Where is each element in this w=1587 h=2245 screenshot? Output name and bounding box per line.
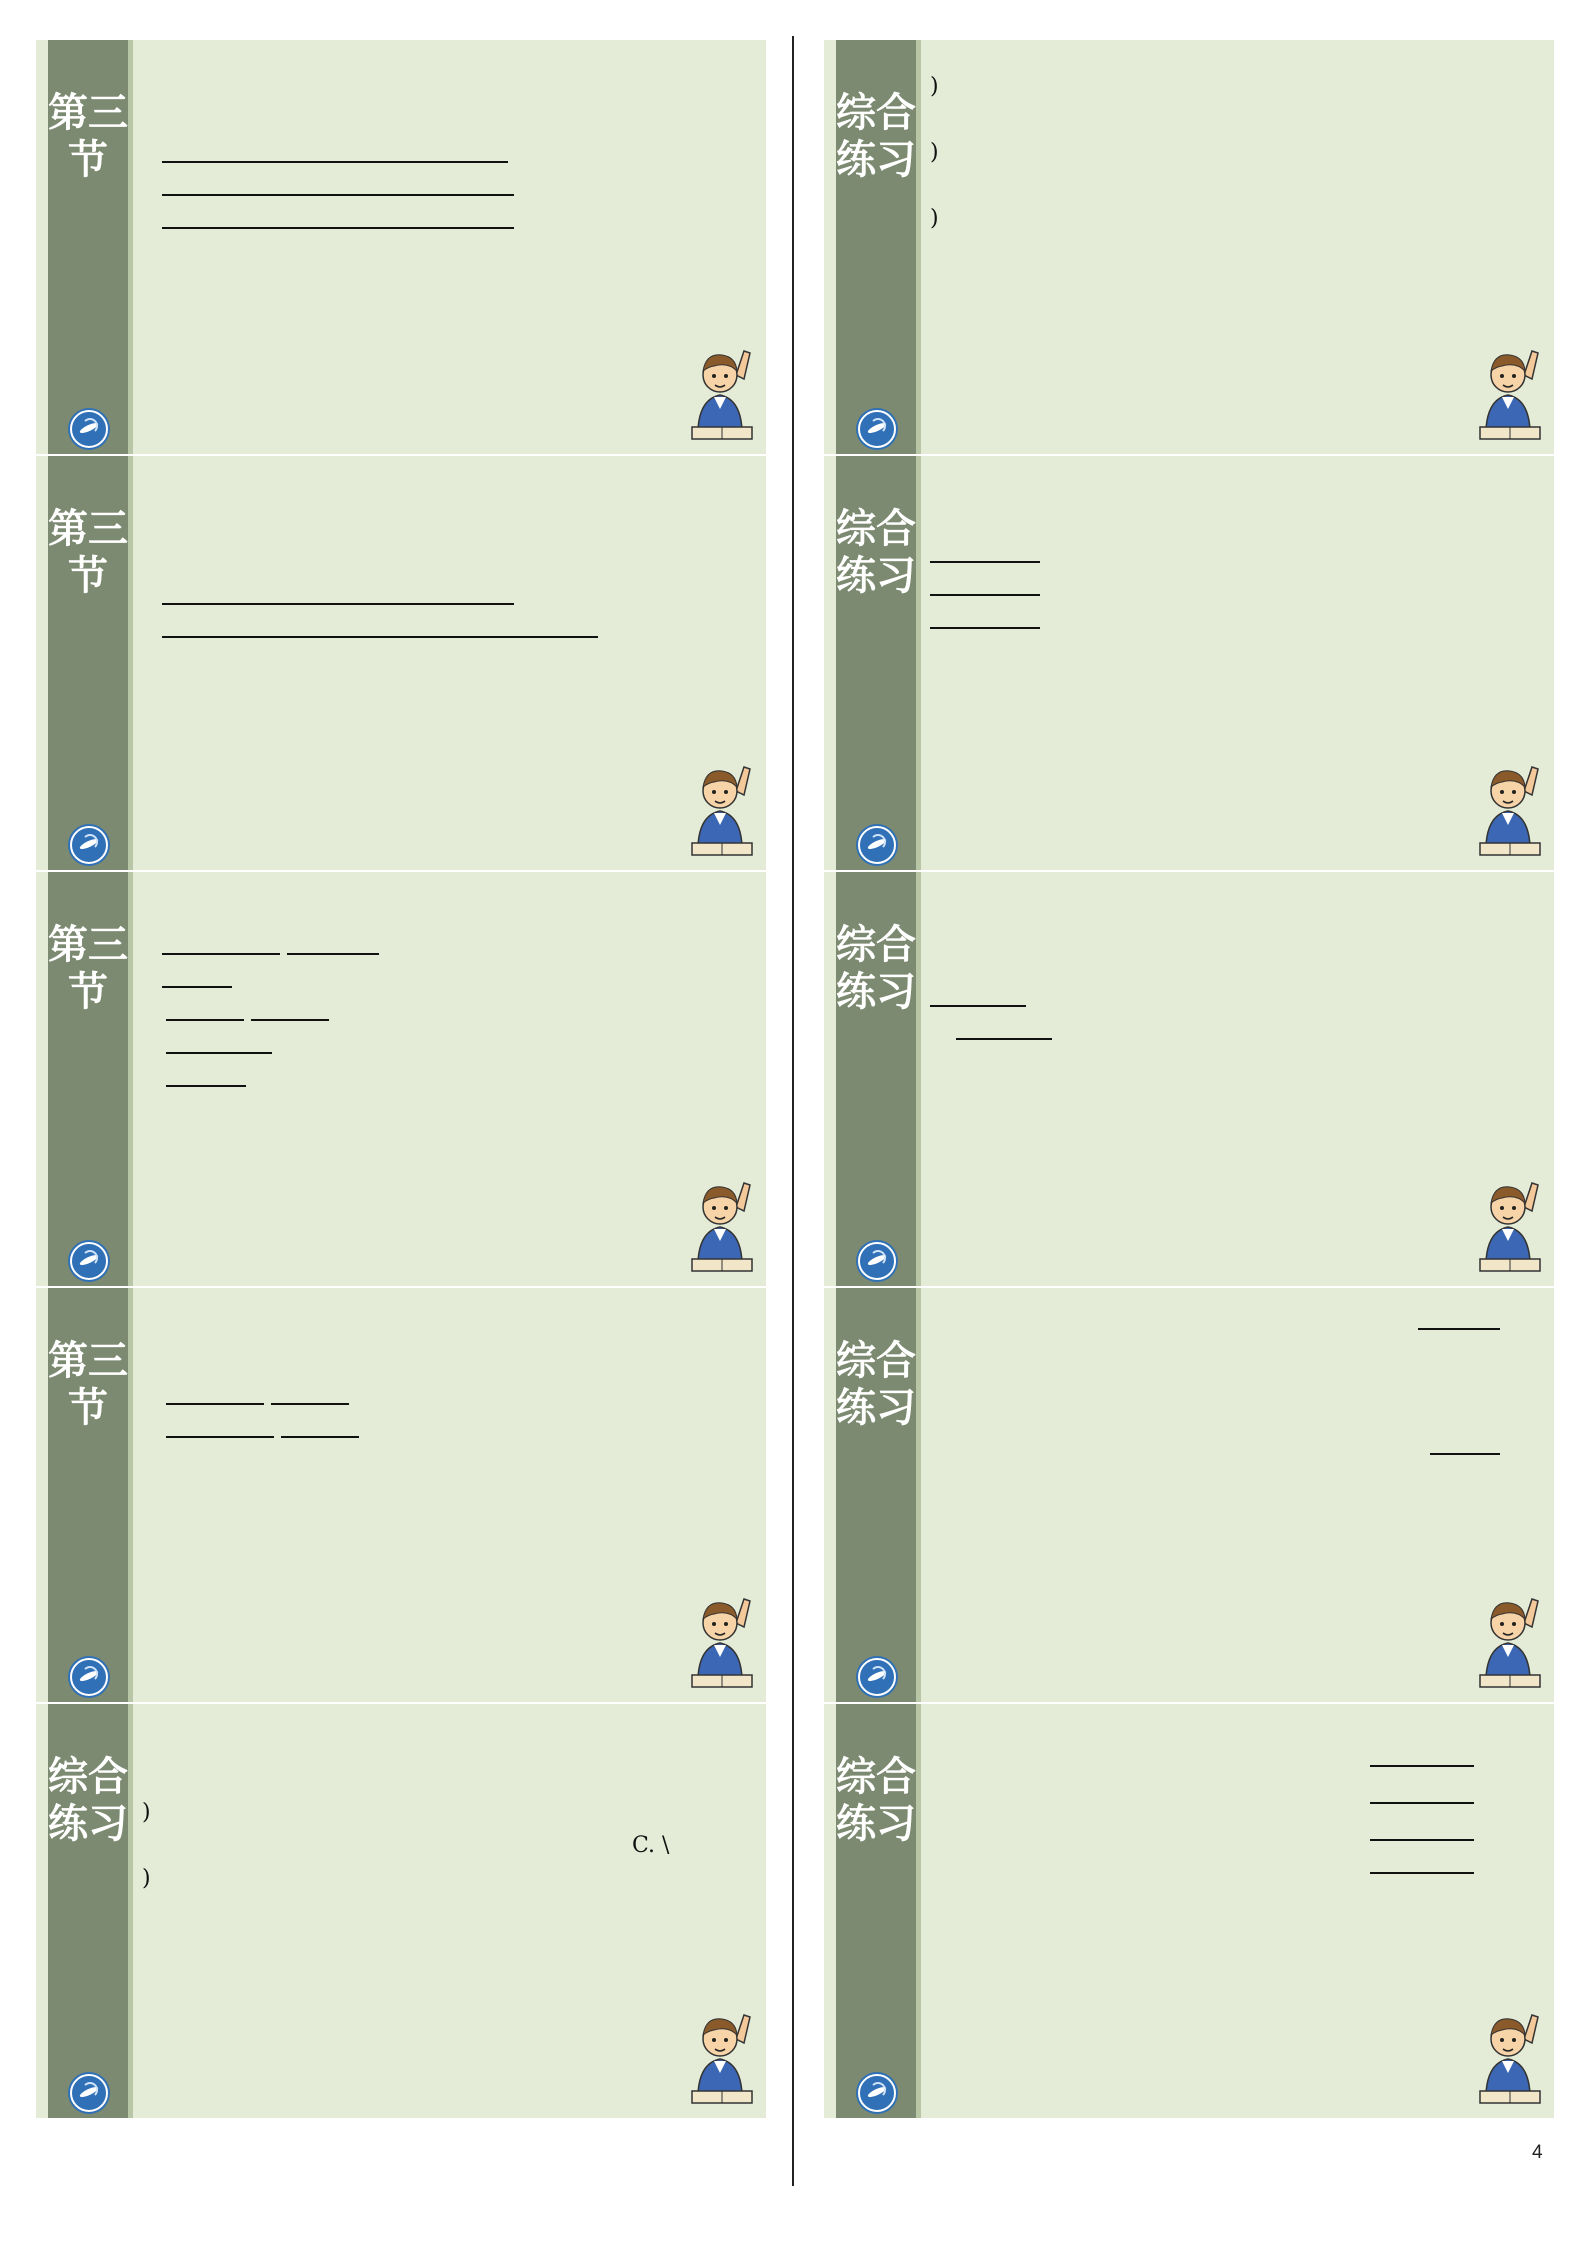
answer (956, 1038, 1052, 1040)
answer (930, 1005, 1026, 1007)
side-bar-accent (916, 1288, 921, 1702)
question: ) (930, 206, 939, 231)
student-raising-hand-icon (690, 1177, 754, 1277)
slide-content (142, 924, 758, 1097)
answer (1418, 1328, 1488, 1330)
answer (1370, 1839, 1474, 1841)
answer-line (930, 1851, 1546, 1884)
slide-1 (36, 40, 766, 454)
slide-3 (36, 456, 766, 870)
student-raising-hand-icon (690, 1593, 754, 1693)
student-raising-hand-icon (1478, 2009, 1542, 2109)
answer-line (142, 582, 758, 615)
school-logo-icon (70, 1658, 108, 1696)
slide-5 (36, 872, 766, 1286)
answer (281, 1436, 359, 1438)
answer (162, 636, 598, 638)
sentence (142, 965, 758, 998)
answer (166, 1052, 272, 1054)
options (142, 1895, 758, 1928)
answer (1370, 1765, 1474, 1767)
side-bar-accent (916, 1704, 921, 2118)
answer-line (142, 615, 758, 648)
question-text (930, 1017, 1546, 1050)
answer (162, 953, 280, 955)
question: ) (142, 1866, 151, 1891)
school-logo-icon (70, 826, 108, 864)
student-raising-hand-icon (1478, 1177, 1542, 1277)
answer (166, 1436, 274, 1438)
student-raising-hand-icon (1478, 1593, 1542, 1693)
answer (1370, 1802, 1474, 1804)
side-title: 综合练习 (836, 506, 916, 599)
slide-9 (36, 1704, 766, 2118)
slide-content (930, 70, 1546, 268)
slide-4 (824, 456, 1554, 870)
answer-line (930, 1744, 1546, 1777)
side-title: 综合练习 (836, 922, 916, 1015)
heading (142, 1746, 758, 1796)
heading (142, 84, 758, 130)
school-logo-icon (858, 1658, 896, 1696)
slide-content (930, 1318, 1546, 1328)
side-bar-accent (916, 872, 921, 1286)
side-bar-accent (916, 40, 921, 454)
side-title: 第三节 (48, 1338, 128, 1431)
school-logo-icon (858, 1242, 896, 1280)
slide-6 (824, 872, 1554, 1286)
options (930, 103, 1546, 136)
sentence (142, 998, 758, 1031)
options (930, 169, 1546, 202)
answer (162, 161, 508, 163)
side-title: 综合练习 (836, 90, 916, 183)
slide-content (142, 84, 758, 239)
side-bar-accent (128, 872, 133, 1286)
sentence (142, 1031, 758, 1064)
page-number: 4 (1532, 2142, 1543, 2163)
slide-content (930, 522, 1546, 639)
student-raising-hand-icon (1478, 761, 1542, 861)
side-title: 综合练习 (836, 1754, 916, 1847)
answer-line (930, 1818, 1546, 1851)
side-bar-accent (128, 456, 133, 870)
school-logo-icon (70, 2074, 108, 2112)
slide-content (142, 1746, 758, 1928)
answer (162, 227, 514, 229)
student-raising-hand-icon (690, 761, 754, 861)
question (930, 606, 1546, 639)
answer-line (142, 173, 758, 206)
answer (930, 594, 1040, 596)
school-logo-icon (858, 410, 896, 448)
question (930, 573, 1546, 606)
options: C. \ (632, 1833, 670, 1858)
answer (166, 1019, 244, 1021)
answer (930, 561, 1040, 563)
answer-line (142, 140, 758, 173)
answer (1430, 1453, 1500, 1455)
answer (162, 603, 514, 605)
question: ) (930, 140, 939, 165)
school-logo-icon (70, 410, 108, 448)
question (930, 540, 1546, 573)
answer (166, 1403, 264, 1405)
question (930, 984, 1546, 1017)
answer (930, 627, 1040, 629)
slide-2 (824, 40, 1554, 454)
school-logo-icon (858, 2074, 896, 2112)
side-bar-accent (128, 1704, 133, 2118)
slide-10 (824, 1704, 1554, 2118)
side-title: 综合练习 (836, 1338, 916, 1431)
answer-line (142, 206, 758, 239)
question: ) (142, 1800, 151, 1825)
slide-8 (824, 1288, 1554, 1702)
answer (251, 1019, 329, 1021)
answer (271, 1403, 349, 1405)
side-bar-accent (916, 456, 921, 870)
side-title: 第三节 (48, 90, 128, 183)
slide-content (930, 984, 1546, 1050)
slide-content (142, 1382, 758, 1448)
student-raising-hand-icon (690, 345, 754, 445)
side-title: 综合练习 (48, 1754, 128, 1847)
side-title: 第三节 (48, 506, 128, 599)
options (930, 235, 1546, 268)
answer (166, 1085, 246, 1087)
school-logo-icon (70, 1242, 108, 1280)
question: ) (930, 74, 939, 99)
answer-line (930, 1781, 1546, 1814)
sentence (142, 932, 758, 965)
side-title: 第三节 (48, 922, 128, 1015)
side-bar-accent (128, 1288, 133, 1702)
answer (287, 953, 379, 955)
student-raising-hand-icon (1478, 345, 1542, 445)
school-logo-icon (858, 826, 896, 864)
side-bar-accent (128, 40, 133, 454)
slide-7 (36, 1288, 766, 1702)
center-divider (792, 36, 794, 2186)
slide-content (142, 582, 758, 648)
answer (162, 986, 232, 988)
student-raising-hand-icon (690, 2009, 754, 2109)
answer (1370, 1872, 1474, 1874)
sentence (142, 1382, 758, 1415)
slide-content (930, 1744, 1546, 1884)
answer (162, 194, 514, 196)
sentence (142, 1415, 758, 1448)
sentence (142, 1064, 758, 1097)
